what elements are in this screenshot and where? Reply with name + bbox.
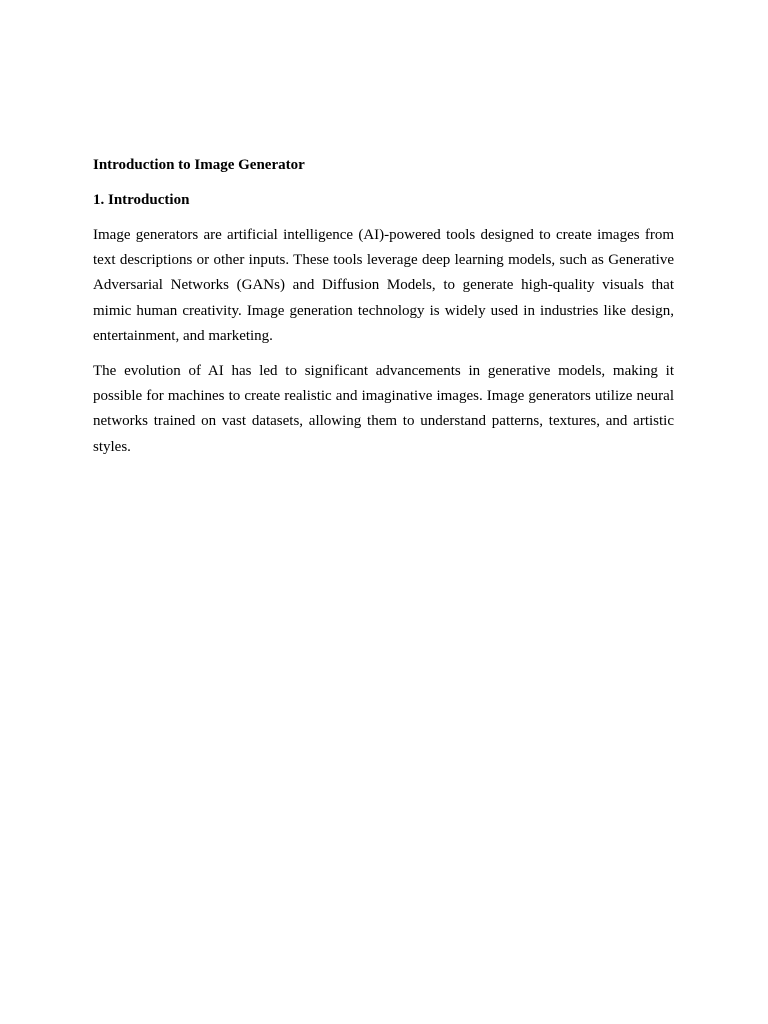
paragraph-2: The evolution of AI has led to significant advancements in generative models, making it possible for machines to create realistic and imaginative images. Image generators utilize neural networks trained on vast datasets, allowing them to understand patterns, textures, and artistic styles.	[93, 363, 674, 455]
document-title: Introduction to Image Generator	[93, 157, 305, 173]
paragraph-1: Image generators are artificial intelligence (AI)-powered tools designed to create images from text descriptions or other inputs. These tools leverage deep learning models, such as Generative Adversarial Networks (GANs) and Diffusion Models, to generate high-quality visuals that mimic human creativity. Image generation technology is widely used in industries like design, entertainment, and marketing.	[93, 227, 674, 344]
section-heading: 1. Introduction	[93, 192, 190, 208]
document-body	[93, 154, 674, 470]
